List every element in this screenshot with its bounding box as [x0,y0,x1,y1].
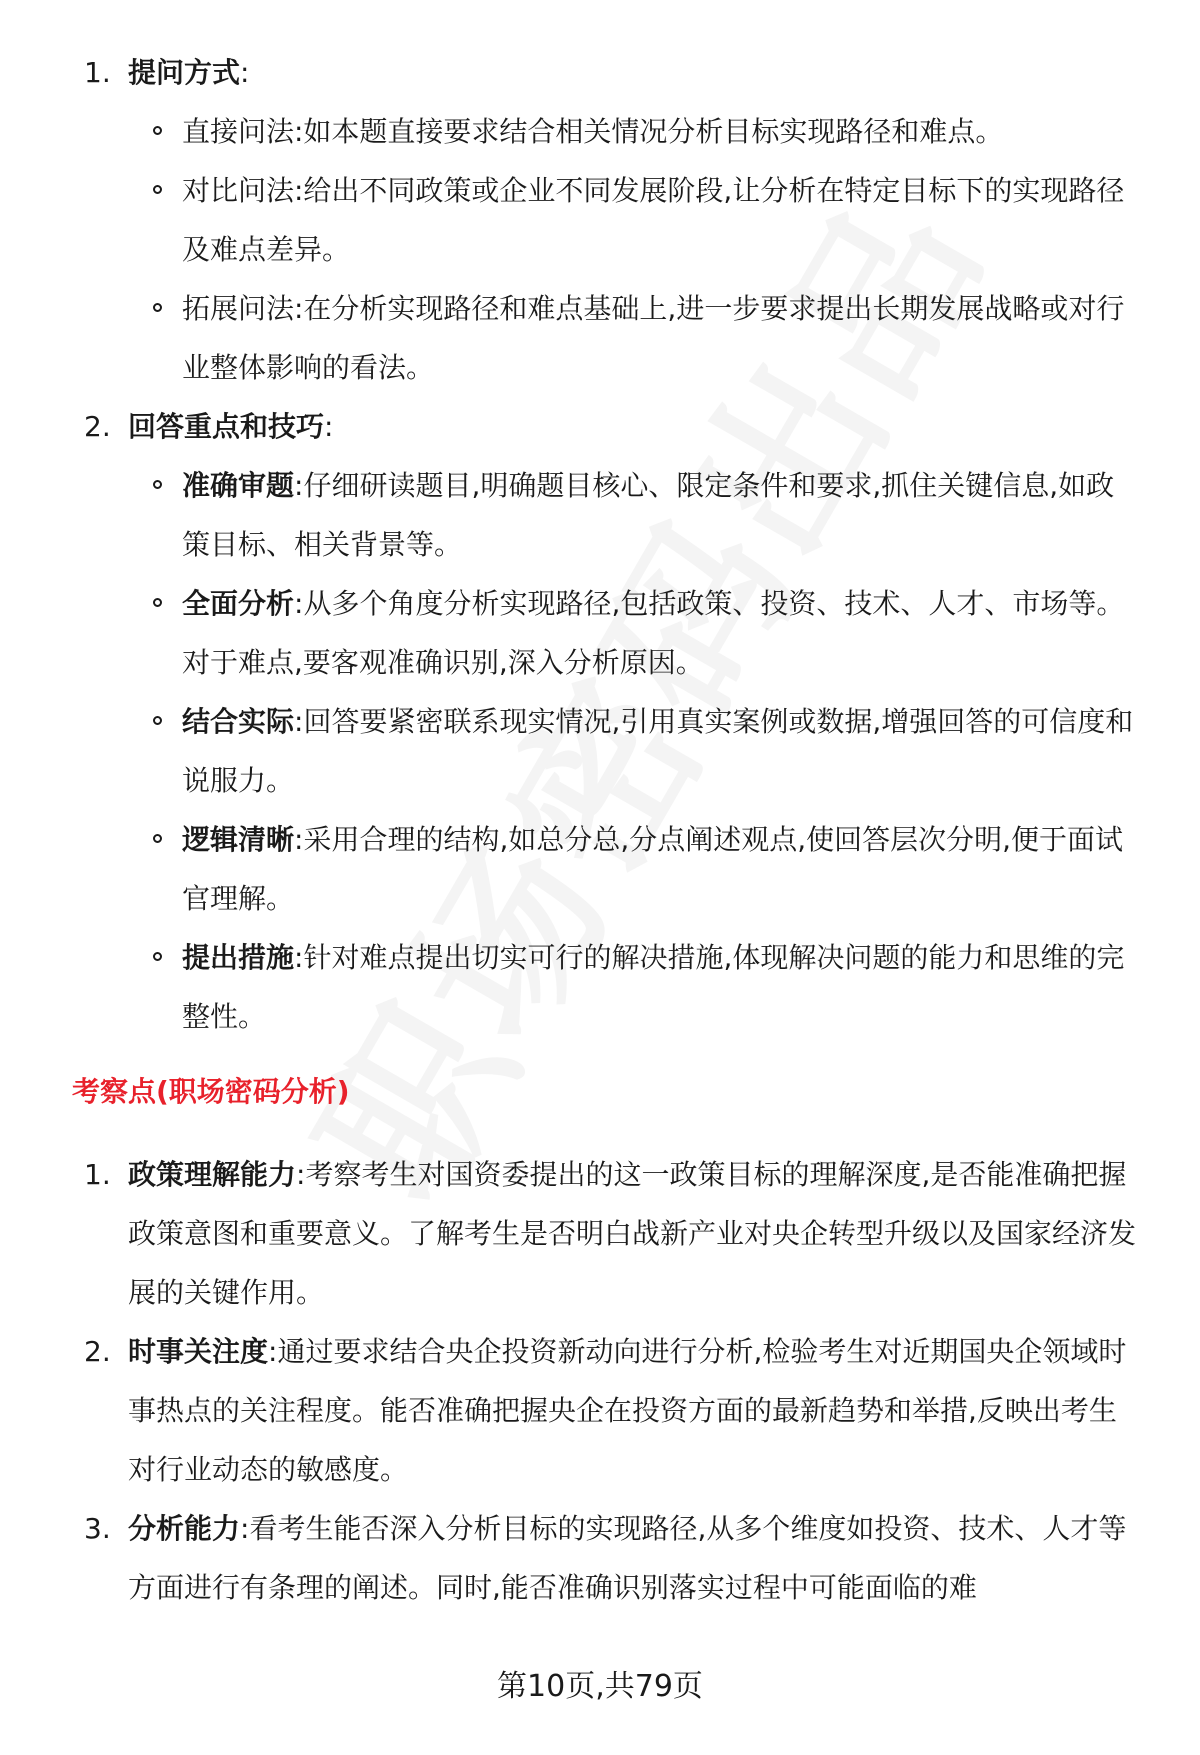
sub-list-item [0,928,1200,1046]
list-number: 2. [84,1335,111,1368]
item-label: 提问方式 [128,56,241,89]
section-heading: 考察点(职场密码分析) [72,1075,350,1108]
list-item [0,1499,1200,1617]
item-suffix: : [240,56,250,89]
sub-item-text: :针对难点提出切实可行的解决措施,体现解决问题的能力和思维的完整性。 [182,941,1125,1033]
item-label: 分析能力 [128,1512,241,1545]
sub-item-text: 拓展问法:在分析实现路径和难点基础上,进一步要求提出长期发展战略或对行业整体影响的看法。 [182,292,1125,384]
sub-list-item [0,810,1200,928]
sub-item-label: 提出措施 [182,941,295,974]
sub-item-label: 全面分析 [182,587,295,620]
list-item [0,43,1200,102]
sub-list-item [0,161,1200,279]
item-label: 政策理解能力 [128,1158,297,1191]
list-number: 1. [84,56,111,89]
sub-list-item [0,692,1200,810]
sub-item-text: :采用合理的结构,如总分总,分点阐述观点,使回答层次分明,便于面试官理解。 [182,823,1124,915]
list-item [0,397,1200,456]
question-list [0,43,1200,1046]
sub-item-text: 对比问法:给出不同政策或企业不同发展阶段,让分析在特定目标下的实现路径及难点差异。 [182,174,1125,266]
sub-item-text: :从多个角度分析实现路径,包括政策、投资、技术、人才、市场等。对于难点,要客观准确识别,深入分析原因。 [182,587,1125,679]
hollow-bullet-icon [153,303,162,312]
item-label: 时事关注度 [128,1335,269,1368]
list-number: 2. [84,410,111,443]
sub-item-label: 逻辑清晰 [182,823,295,856]
list-item [0,1145,1200,1322]
sub-item-text: :回答要紧密联系现实情况,引用真实案例或数据,增强回答的可信度和说服力。 [182,705,1134,797]
sub-item-text: :仔细研读题目,明确题目核心、限定条件和要求,抓住关键信息,如政策目标、相关背景等。 [182,469,1115,561]
list-number: 3. [84,1512,111,1545]
sub-item-label: 结合实际 [182,705,295,738]
hollow-bullet-icon [153,126,162,135]
hollow-bullet-icon [153,952,162,961]
sub-list-item [0,574,1200,692]
hollow-bullet-icon [153,480,162,489]
item-suffix: : [324,410,334,443]
sub-item-label: 准确审题 [182,469,295,502]
sub-item-text: 直接问法:如本题直接要求结合相关情况分析目标实现路径和难点。 [182,115,1004,148]
assessment-list [0,1145,1200,1617]
hollow-bullet-icon [153,834,162,843]
hollow-bullet-icon [153,716,162,725]
list-item [0,1322,1200,1499]
sub-list-item [0,102,1200,161]
page-footer: 第10页,共79页 [497,1669,703,1704]
sub-list-item [0,279,1200,397]
list-number: 1. [84,1158,111,1191]
item-label: 回答重点和技巧 [128,410,325,443]
item-text: :考察考生对国资委提出的这一政策目标的理解深度,是否能准确把握政策意图和重要意义。了解考生是否明白战新产业对央企转型升级以及国家经济发展的关键作用。 [128,1158,1137,1309]
item-text: :看考生能否深入分析目标的实现路径,从多个维度如投资、技术、人才等方面进行有条理的阐述。同时,能否准确识别落实过程中可能面临的难 [128,1512,1127,1604]
hollow-bullet-icon [153,598,162,607]
item-text: :通过要求结合央企投资新动向进行分析,检验考生对近期国央企领域时事热点的关注程度。能否准确把握央企在投资方面的最新趋势和举措,反映出考生对行业动态的敏感度。 [128,1335,1127,1486]
sub-list-item [0,456,1200,574]
hollow-bullet-icon [153,185,162,194]
